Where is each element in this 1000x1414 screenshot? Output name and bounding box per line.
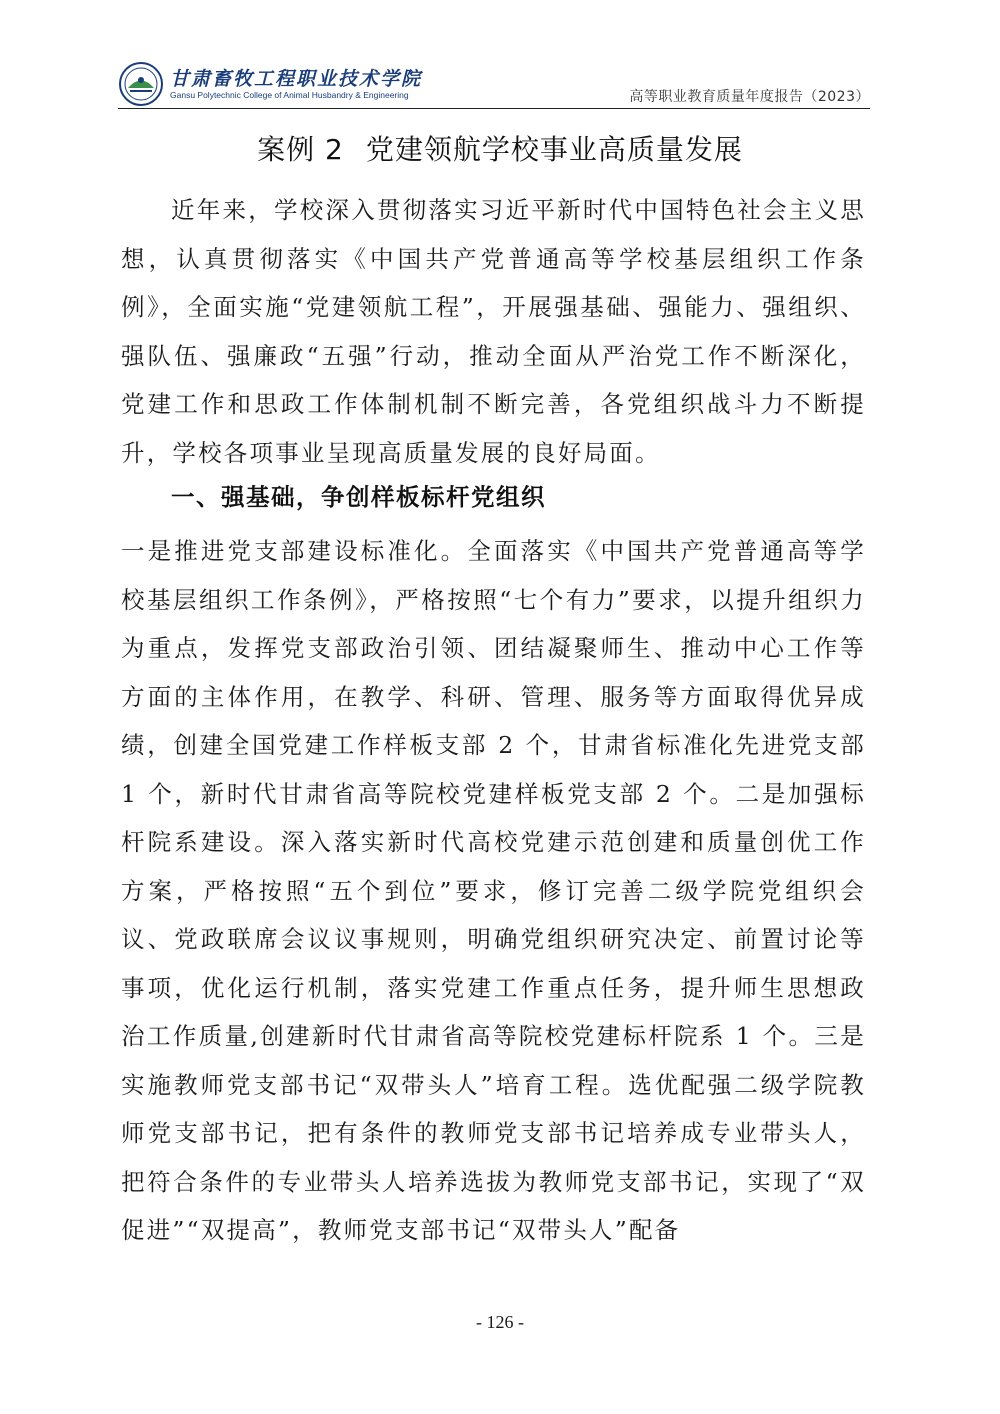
section-body-paragraph: 一是推进党支部建设标准化。全面落实《中国共产党普通高等学校基层组织工作条例》，严格按照“七个有力”要求，以提升组织力为重点，发挥党支部政治引领、团结凝聚师生、推动中心工作等方面的主体作用，在教学、科研、管理、服务等方面取得优异成绩，创建全国党建工作样板支部 2 个，甘肃省标准化先进党支部 1 个，新时代甘肃省高等院校党建样板党支部 2 个。二是加强标杆院系建设。深入落实新时代高校党建示范创建和质量创优工作方案，严格按照“五个到位”要求，修订完善二级学院党组织会议、党政联席会议议事规则，明确党组织研究决定、前置讨论等事项，优化运行机制，落实党建工作重点任务，提升师生思想政治工作质量,创建新时代甘肃省高等院校党建标杆院系 1 个。三是实施教师党支部书记“双带头人”培育工程。选优配强二级学院教师党支部书记，把有条件的教师党支部书记培养成专业带头人，把符合条件的专业带头人培养选拔为教师党支部书记，实现了“双促进”“双提高”，教师党支部书记“双带头人”配备 [121, 537, 866, 1244]
intro-paragraph: 近年来，学校深入贯彻落实习近平新时代中国特色社会主义思想，认真贯彻落实《中国共产党普通高等学校基层组织工作条例》，全面实施“党建领航工程”，开展强基础、强能力、强组织、强队伍、强廉政“五强”行动，推动全面从严治党工作不断深化，党建工作和思政工作体制机制不断完善，各党组织战斗力不断提升，学校各项事业呈现高质量发展的良好局面。 [121, 196, 866, 467]
school-logo-icon [118, 61, 164, 107]
page-number: - 126 - [476, 1312, 524, 1332]
school-name-cn: 甘肃畜牧工程职业技术学院 [170, 68, 423, 90]
section-heading: 一、强基础，争创样板标杆党组织 [171, 483, 546, 511]
case-number: 案例 2 [257, 133, 344, 166]
page-header [118, 58, 870, 109]
case-title-text: 党建领航学校事业高质量发展 [365, 133, 743, 166]
case-title [0, 128, 1000, 168]
report-title: 高等职业教育质量年度报告（2023） [629, 89, 870, 105]
school-name-en: Gansu Polytechnic College of Animal Husbandry & Engineering [170, 90, 409, 100]
